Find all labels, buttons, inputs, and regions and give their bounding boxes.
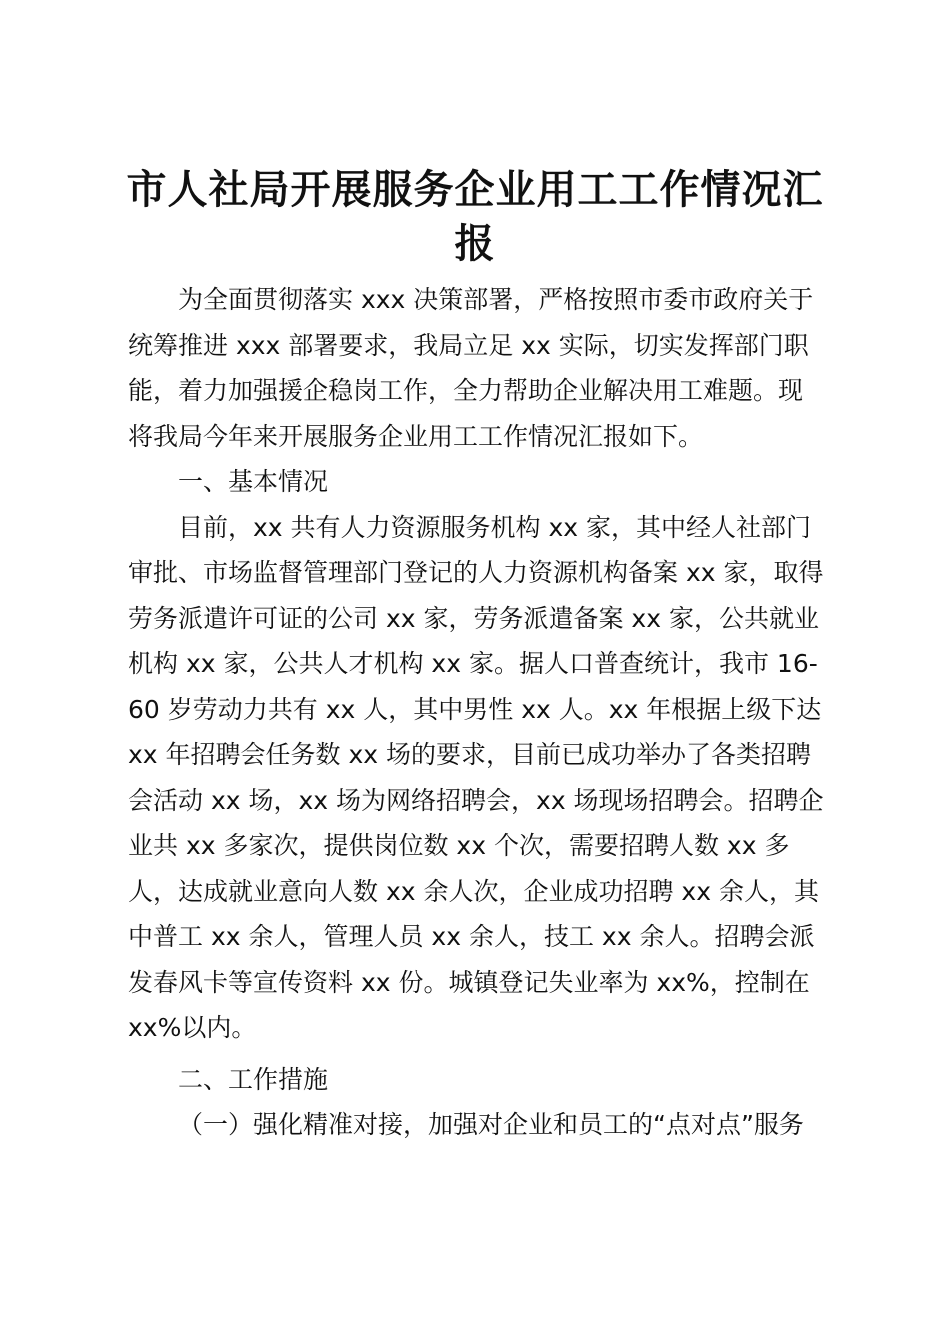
paragraph-line: 目前，xx 共有人力资源服务机构 xx 家，其中经人社部门	[178, 512, 812, 542]
paragraph-line: 60 岁劳动力共有 xx 人，其中男性 xx 人。xx 年根据上级下达	[128, 694, 822, 724]
subsection-heading	[128, 1102, 834, 1148]
basic-situation-paragraph	[128, 505, 834, 1051]
section-heading	[128, 1057, 834, 1103]
document-title	[110, 163, 840, 271]
paragraph-line: 能，着力加强援企稳岗工作，全力帮助企业解决用工难题。现	[128, 376, 804, 405]
section-heading	[128, 459, 834, 505]
paragraph-line: 人，达成就业意向人数 xx 余人次，企业成功招聘 xx 余人，其	[128, 876, 819, 906]
title-line: 报	[454, 221, 496, 267]
paragraph-line: 中普工 xx 余人，管理人员 xx 余人，技工 xx 余人。招聘会派	[128, 922, 815, 951]
paragraph-line: 机构 xx 家，公共人才机构 xx 家。据人口普查统计，我市 16-	[128, 649, 818, 678]
paragraph-line: 会活动 xx 场，xx 场为网络招聘会，xx 场现场招聘会。招聘企	[128, 785, 824, 815]
paragraph-line: 发春风卡等宣传资料 xx 份。城镇登记失业率为 xx%，控制在	[128, 967, 810, 997]
paragraph-line: 劳务派遣许可证的公司 xx 家，劳务派遣备案 xx 家，公共就业	[128, 603, 819, 633]
paragraph-line: 为全面贯彻落实 xxx 决策部署，严格按照市委市政府关于	[178, 285, 814, 314]
paragraph-line: 统筹推进 xxx 部署要求，我局立足 xx 实际，切实发挥部门职	[128, 330, 809, 360]
paragraph-line: 将我局今年来开展服务企业用工工作情况汇报如下。	[128, 421, 704, 451]
section-heading-measures: 二、工作措施	[178, 1064, 329, 1094]
paragraph-line: xx%以内。	[128, 1013, 257, 1042]
paragraph-line: 审批、市场监督管理部门登记的人力资源机构备案 xx 家，取得	[128, 558, 824, 587]
subsection-heading-1: （一）强化精准对接，加强对企业和员工的“点对点”服务	[178, 1110, 804, 1139]
paragraph-line: 业共 xx 多家次，提供岗位数 xx 个次，需要招聘人数 xx 多	[128, 831, 790, 860]
intro-paragraph	[128, 277, 834, 459]
title-line: 市人社局开展服务企业用工工作情况汇	[126, 167, 824, 213]
paragraph-line: xx 年招聘会任务数 xx 场的要求，目前已成功举办了各类招聘	[128, 740, 812, 769]
section-heading-basic: 一、基本情况	[178, 467, 329, 496]
document-body	[128, 277, 834, 1148]
